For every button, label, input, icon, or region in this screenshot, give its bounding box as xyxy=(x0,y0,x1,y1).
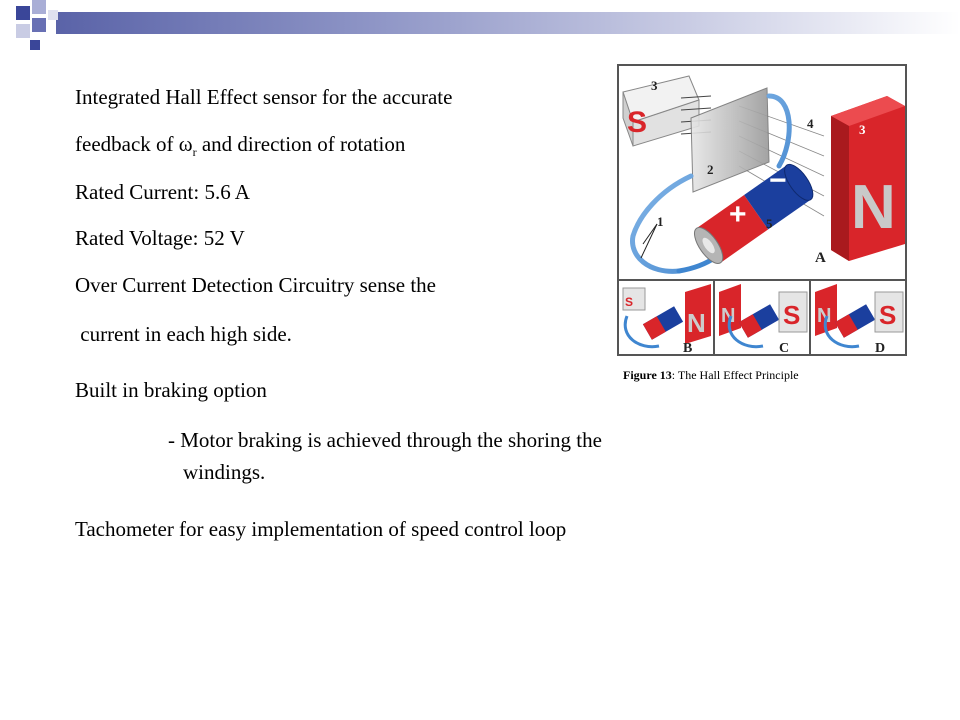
magnet-n-label: N xyxy=(851,173,896,242)
text-tachometer: Tachometer for easy implementation of speed control loop xyxy=(75,517,567,541)
panel-d-label: D xyxy=(875,341,886,354)
text-overcurrent-line1: Over Current Detection Circuitry sense the xyxy=(75,273,436,297)
magnet-s-label: S xyxy=(627,106,648,139)
text-feedback-pre: feedback of ω xyxy=(75,132,193,156)
text-hall-sensor-line2 xyxy=(75,132,405,164)
text-braking-detail-line1: - Motor braking is achieved through the shoring the xyxy=(168,428,602,452)
figure-caption-label: Figure 13 xyxy=(623,368,672,382)
panel-c-n-label: N xyxy=(721,305,736,327)
header-square xyxy=(32,18,46,32)
figure-number-4: 4 xyxy=(807,116,814,131)
panel-b-n-label: N xyxy=(687,308,706,338)
panel-b-label: B xyxy=(683,341,693,354)
text-overcurrent-line2: current in each high side. xyxy=(75,322,292,346)
panel-d-n-label: N xyxy=(817,305,832,327)
figure-number-1: 1 xyxy=(657,214,664,229)
panel-b-s-label: S xyxy=(625,295,634,309)
text-rated-current: Rated Current: 5.6 A xyxy=(75,180,250,204)
figure-number-5: 5 xyxy=(766,216,773,231)
figure-number-2: 2 xyxy=(707,162,714,177)
text-feedback-post: and direction of rotation xyxy=(196,132,406,156)
hall-effect-figure xyxy=(617,64,907,356)
text-rated-voltage: Rated Voltage: 52 V xyxy=(75,226,245,250)
header-decoration xyxy=(0,0,960,60)
header-square xyxy=(16,6,30,20)
panel-a-label: A xyxy=(815,250,826,266)
panel-b xyxy=(623,284,711,354)
header-square xyxy=(16,24,30,38)
figure-caption-text: : The Hall Effect Principle xyxy=(671,368,799,382)
figure-caption xyxy=(623,368,913,383)
figure-number-3-right: 3 xyxy=(859,122,866,137)
panel-c xyxy=(719,284,807,354)
panel-d-s-label: S xyxy=(879,300,897,330)
figure-number-3-left: 3 xyxy=(651,78,658,93)
hall-effect-illustration xyxy=(619,66,905,354)
header-gradient-bar xyxy=(56,12,960,34)
panel-c-s-label: S xyxy=(783,300,801,330)
header-square xyxy=(32,0,46,14)
text-braking-detail-line2: windings. xyxy=(183,460,266,484)
battery-minus-label: − xyxy=(769,164,787,197)
battery-plus-label: + xyxy=(729,198,747,231)
header-square xyxy=(48,10,58,20)
text-hall-sensor-line1: Integrated Hall Effect sensor for the accurate xyxy=(75,85,453,109)
text-omega-subscript: r xyxy=(192,145,197,160)
panel-c-label: C xyxy=(779,341,790,354)
header-square xyxy=(30,40,40,50)
text-braking-option: Built in braking option xyxy=(75,378,267,402)
panel-d xyxy=(815,284,903,354)
